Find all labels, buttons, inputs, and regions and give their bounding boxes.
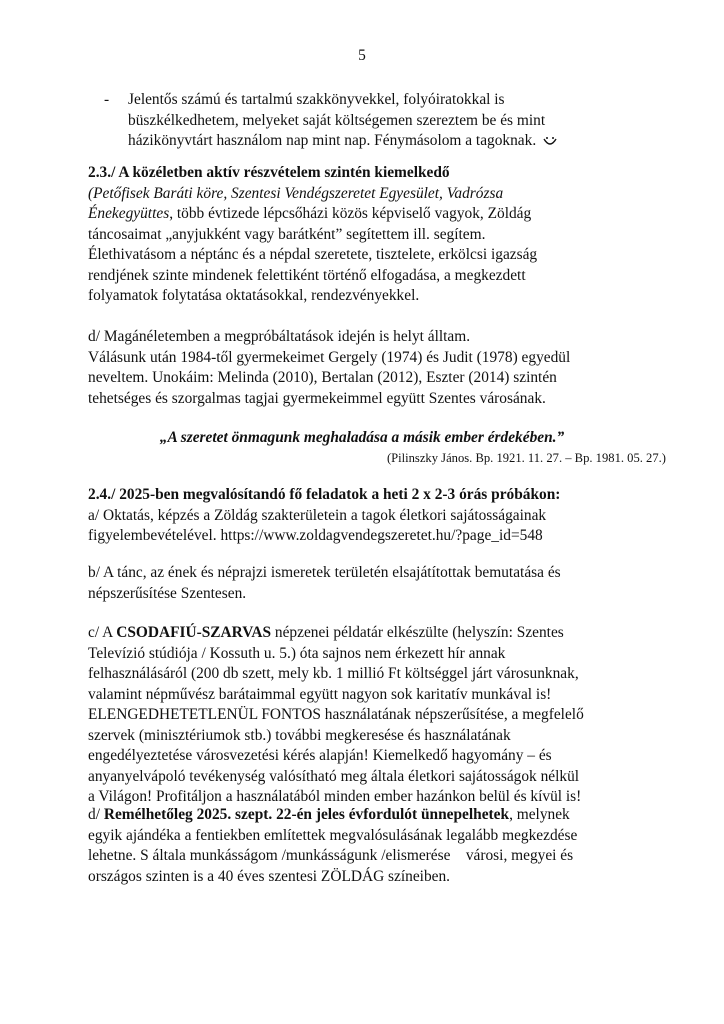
section-heading: 2.3./ A közéletben aktív részvételem szintén kiemelkedő	[88, 164, 450, 181]
text-line: neveltem. Unokáim: Melinda (2010), Bertalan (2012), Eszter (2014) szintén	[88, 369, 557, 386]
text-line: engedélyeztetése városvezetési kérés alapján! Kiemelkedő hagyomány – és	[88, 747, 552, 764]
text-line: a Világon! Profitáljon a használatából minden ember hazánkon belül és kívül is!	[88, 788, 582, 805]
text-span: Énekegyüttes	[88, 205, 170, 222]
text-line: egyik ajándéka a fentiekben említettek megvalósulásának legalább megkezdése	[88, 826, 578, 844]
text-line: tehetséges és szorgalmas tagjai gyermekeimmel együtt Szentes városának.	[88, 389, 546, 407]
bullet-dash: -	[104, 91, 110, 108]
smiley-icon	[542, 135, 558, 147]
text-line: rendjének szinte mindenek felettiként történő elfogadása, a megkezdett	[88, 266, 526, 284]
text-line	[128, 131, 648, 152]
text-span: népzenei példatár elkészülte (helyszín: Szentes	[271, 624, 564, 641]
text-line: valamint népművész barátaimmal együtt nagyon sok karitatív munkával is!	[88, 685, 552, 703]
text-line: ELENGEDHETETLENÜL FONTOS használatának népszerűsítése, a megfelelő	[88, 706, 584, 723]
text-line: folyamatok folytatása oktatásokkal, rendezvényekkel.	[88, 287, 420, 304]
text-span: , melynek	[509, 806, 570, 823]
paragraph-private-life	[88, 327, 648, 409]
page-number: 5	[358, 47, 366, 64]
text-line: d/ Magánéletemben a megpróbáltatások idején is helyt álltam.	[88, 328, 471, 345]
text-line: büszkélkedhetem, melyeket saját költségemen szereztem be és mint	[128, 111, 546, 129]
paragraph-b	[88, 563, 648, 604]
text-line: figyelembevételével. https://www.zoldagvendegszeretet.hu/?page_id=548	[88, 527, 543, 544]
text-line: anyanyelvápoló tevékenység valósítható meg általa életkori sajátosságok nélkül	[88, 767, 580, 785]
text-line: Válásunk után 1984-től gyermekeimet Gergely (1974) és Judit (1978) egyedül	[88, 348, 571, 366]
text-line: a/ Oktatás, képzés a Zöldág szakterületein a tagok életkori sajátosságainak	[88, 506, 547, 524]
text-span: d/	[88, 806, 104, 823]
section-heading: 2.4./ 2025-ben megvalósítandó fő feladatok a heti 2 x 2-3 órás próbákon:	[88, 486, 561, 503]
text-span: házikönyvtárt használom nap mint nap. Fénymásolom a tagoknak.	[128, 132, 537, 149]
text-line	[88, 623, 648, 644]
text-line	[88, 204, 648, 225]
quote-source: (Pilinszky János. Bp. 1921. 11. 27. – Bp. 1981. 05. 27.)	[386, 451, 666, 465]
text-span: CSODAFIÚ-SZARVAS	[116, 624, 272, 641]
text-line: b/ A tánc, az ének és néprajzi ismeretek területén elsajátítottak bemutatása és	[88, 564, 561, 581]
quote: „A szeretet önmagunk meghaladása a másik ember érdekében.”	[159, 429, 565, 446]
text-line: szervek (minisztériumok stb.) további megkeresése és használatának	[88, 726, 511, 744]
text-line: országos szinten is a 40 éves szentesi ZÖLDÁG színeiben.	[88, 867, 451, 885]
text-line: népszerűsítése Szentesen.	[88, 584, 247, 602]
text-span: Remélhetőleg 2025. szept. 22-én jeles évfordulót ünnepelhetek	[103, 806, 510, 823]
text-line: Élethivatásom a néptánc és a népdal szeretete, tisztelete, erkölcsi igazság	[88, 246, 538, 263]
text-line	[88, 805, 648, 826]
text-span: , több évtizede lépcsőházi közös képviselő vagyok, Zöldág	[169, 205, 532, 222]
section-2-4	[88, 485, 648, 547]
bullet-paragraph	[128, 90, 648, 152]
section-2-3	[88, 163, 648, 307]
text-line: (Petőfisek Baráti köre, Szentesi Vendégszeretet Egyesület, Vadrózsa	[88, 184, 504, 202]
paragraph-d	[88, 805, 648, 887]
paragraph-c	[88, 623, 648, 808]
text-line: Televízió stúdiója / Kossuth u. 5.) óta sajnos nem érkezett hír annak	[88, 644, 506, 662]
text-line: felhasználásáról (200 db szett, mely kb. 1 millió Ft költséggel járt városunknak,	[88, 665, 579, 682]
text-line: lehetne. S általa munkásságom /munkásságunk /elismerése városi, megyei és	[88, 847, 574, 864]
text-line: Jelentős számú és tartalmú szakkönyvekkel, folyóiratokkal is	[128, 91, 505, 108]
text-line: táncosaimat „anyjukként vagy barátként” segítettem ill. segítem.	[88, 225, 486, 243]
text-span: c/ A	[88, 624, 117, 641]
